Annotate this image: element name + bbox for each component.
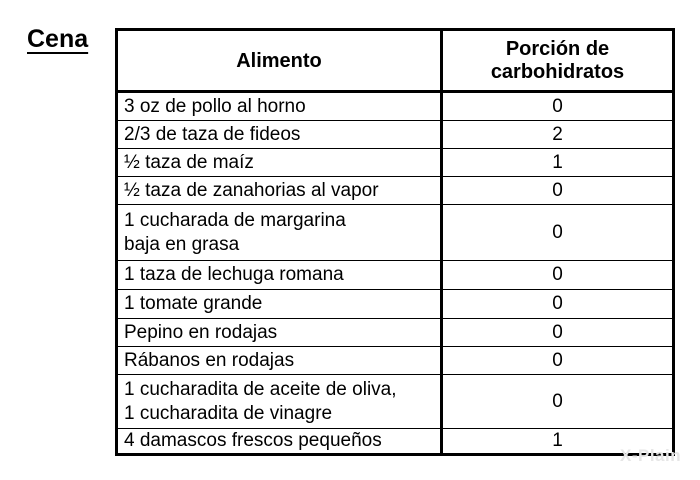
carb-cell: 0 — [442, 290, 674, 319]
carb-cell: 0 — [442, 205, 674, 261]
carb-cell: 0 — [442, 261, 674, 290]
food-cell: 4 damascos frescos pequeños — [117, 429, 442, 455]
food-cell: Rábanos en rodajas — [117, 347, 442, 375]
table-header-row — [117, 30, 674, 92]
table-row — [117, 177, 674, 205]
table-row — [117, 319, 674, 347]
carb-cell: 0 — [442, 347, 674, 375]
carb-cell: 1 — [552, 430, 563, 451]
table-row — [117, 347, 674, 375]
header-food-label: Alimento — [236, 49, 322, 72]
table-row — [117, 149, 674, 177]
carb-cell: 0 — [442, 92, 674, 121]
food-cell: Pepino en rodajas — [117, 319, 442, 347]
food-cell: 2/3 de taza de fideos — [117, 121, 442, 149]
food-cell: 1 taza de lechuga romana — [117, 261, 442, 290]
watermark-logo: X-Plain — [620, 446, 682, 465]
food-cell: ½ taza de zanahorias al vapor — [117, 177, 442, 205]
food-cell: 1 cucharadita de aceite de oliva, 1 cucharadita de vinagre — [117, 375, 442, 429]
food-cell: 3 oz de pollo al horno — [117, 92, 442, 121]
table-row — [117, 205, 674, 261]
table-row — [117, 92, 674, 121]
table-row — [117, 375, 674, 429]
table-row — [117, 290, 674, 319]
carb-cell: 0 — [442, 319, 674, 347]
header-food — [117, 30, 442, 92]
section-title: Cena — [27, 25, 89, 53]
food-cell: 1 tomate grande — [117, 290, 442, 319]
carb-cell: 1 — [442, 149, 674, 177]
food-cell: 1 cucharada de margarina baja en grasa — [117, 205, 442, 261]
table-row — [117, 261, 674, 290]
carb-cell: 0 — [442, 177, 674, 205]
table-row — [117, 121, 674, 149]
header-carbs — [442, 30, 674, 92]
carb-cell: 0 — [442, 375, 674, 429]
food-cell: ½ taza de maíz — [117, 149, 442, 177]
header-carbs-label: Porción de carbohidratos — [490, 37, 625, 83]
table-row — [117, 429, 674, 455]
carb-cell: 2 — [442, 121, 674, 149]
carb-table — [115, 28, 675, 456]
